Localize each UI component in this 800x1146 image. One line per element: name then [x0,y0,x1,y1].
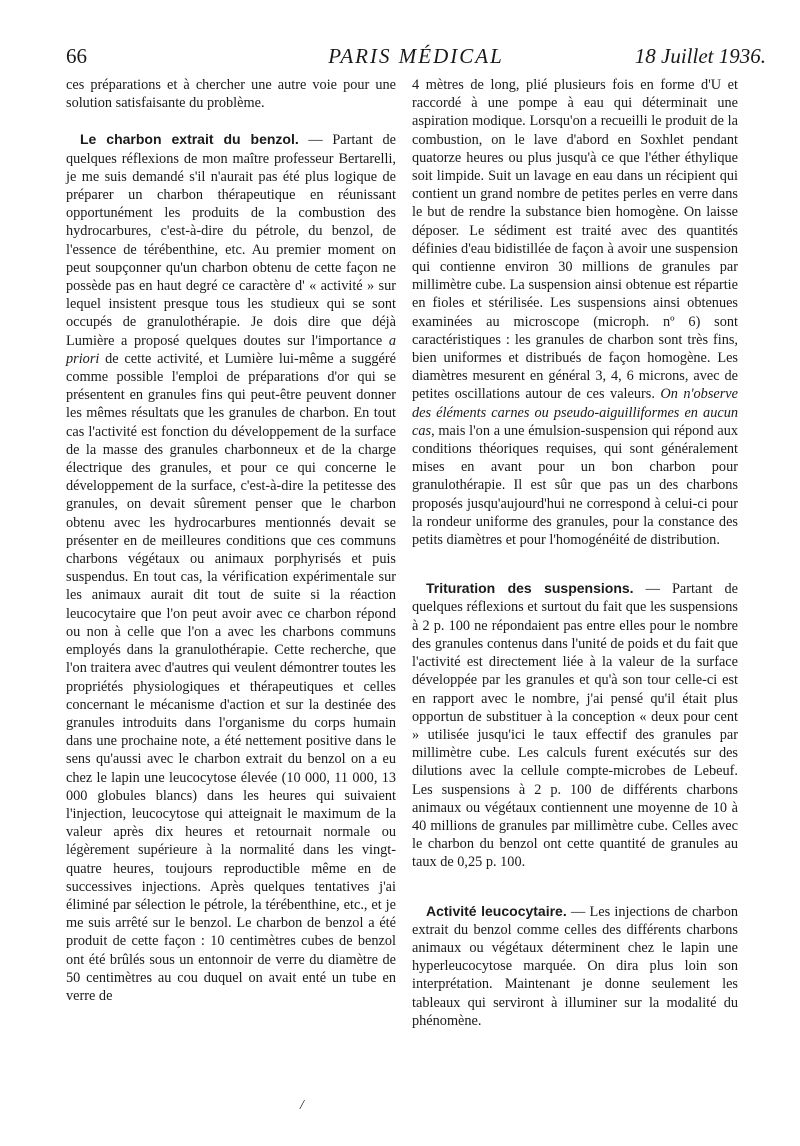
paragraph-text-continued: , mais l'on a une émulsion-suspension qui répond aux conditions théoriques requises, qui sont généralement mises en avant pour un bon charbon pour granulothérapie. Il est sûr que pas un des charbons proposés jusqu'aujourd'hui ne correspond à celui-ci pour la rondeur uniforme des granules, pour la constance des petits diamètres et pour l'homogénéité de distribution. [412,422,738,549]
page-number: 66 [66,44,87,68]
section-title: Trituration des suspensions. [426,580,634,597]
journal-title: PARIS MÉDICAL [328,44,504,68]
section-title: Activité leucocytaire. [426,902,567,919]
italic-observation: On n'observe des éléments carnes ou pseudo-aiguilliformes en aucun cas [412,386,738,439]
right-column [412,76,738,1030]
paragraph-text: 4 mètres de long, plié plusieurs fois en forme d'U et raccordé à une pompe à eau qui déterminait une aspiration modique. Lorsqu'on a recueilli le produit de la combustion, on le lave d'abord en Soxhlet pendant quatorze heures ou plus jusqu'à ce que l'éther éthylique soit limpide. Suit un lavage en eau dans un récipient qui contient un grand nombre de petites perles en verre dans le but de rendre la substance bien homogène. On laisse déposer. Le sédiment est traité avec des quantités définies d'eau bidistillée de façon à avoir une suspension qui contienne environ 30 millions de granules par millimètre cube. La suspension ainsi obtenue est répartie en fioles et stérilisée. Les suspensions ainsi obtenues examinées au microscope (microph. nº 6) sont caractéristiques : les granules de charbon sont très fins, bien uniformes et distribués de façon homogène. Les diamètres mesurent en général 3, 4, 6 microns, avec de petites oscillations autour de ces valeurs. [412,77,738,403]
issue-date: 18 Juillet 1936. [634,44,766,68]
section-trituration [412,579,738,871]
section-text: — Partant de quelques réflexions de mon maître professeur Bertarelli, je me suis demandé s'il n'aurait pas été plus logique de préparer un charbon thérapeutique en réunissant opportunément les produits de la combustion des hydrocarbures, c'est-à-dire du pétrole, du benzol, de l'essence de térébenthine, etc. Au premier moment on peut soupçonner qu'un charbon obtenu de cette façon ne possède pas en haut degré ce caractère d' « activité » sur lequel insistent presque tous les studieux qui se sont occupés de granulothérapie. Je dois dire que déjà Lumière a proposé quelques doutes sur l'importance [66,132,396,349]
method-paragraph [412,76,738,549]
section-text: — Les injections de charbon extrait du benzol comme celles des différents charbons animaux ou végétaux déterminent chez le lapin une hyperleucocytose marquée. On dira plus loin son interprétation. Maintenant je donne seulement les tableaux qui serviront à illuminer sur la modalité du phénomène. [412,903,738,1029]
left-column [66,76,396,1005]
section-title: Le charbon extrait du benzol. [80,131,299,148]
section-text-continued: de cette activité, et Lumière lui-même a suggéré comme possible l'emploi de préparations d'or qui se présentent en granules fins qui peut-être peuvent donner les mêmes résultats que les granules de charbon. En tout cas l'activité est fonction du développement de la surface de la masse des granules charbonneux et de la charge électrique des granules, et pour ce qui concerne le développement de la surface, c'est-à-dire la petitesse des granules, on devait sûrement penser que le charbon obtenu avec les hydrocarbures mentionnés devait se présenter en de meilleures conditions que ces communs charbons végétaux ou animaux porphyrisés et puis suspendus. En tout cas, la vérification expérimentale sur les animaux aurait dit tout de suite si la réaction leucocytaire que l'on peut avoir avec ce charbon répond ou non à celle que l'on a avec les charbons communs employés dans la granulothérapie. Cette recherche, que l'on traitera avec d'autres qui veulent démontrer toutes les propriétés physiologiques et thérapeutiques et celles concernant le mécanisme d'action et sur la destinée des granules introduits dans l'organisme du corps humain dans une prochaine note, a été nettement positive dans le sens qu'aussi avec le charbon extrait du benzol on a eu chez le lapin une leucocytose élevée (10 000, 11 000, 13 000 globules blancs) dans les heures qui suivaient l'injection, leucocytose qui atteignait le maximum de la valeur après dix heures et retournait normale ou légèrement supérieure à la normalité dans les vingt-quatre heures, toujours reproductible même en de successives injections. Après quelques tentatives j'ai éliminé par sélection le pétrole, la térébenthine, etc., et je me suis arrêté sur le benzol. Le charbon de benzol a été produit de cette façon : 10 centimètres cubes de benzol ont été brûlés sous un entonnoir de verre du diamètre de 50 centimètres au cou duquel on avait enté un tube en verre de [66,350,396,1004]
section-text: — Partant de quelques réflexions et surtout du fait que les suspensions à 2 p. 100 ne répondaient pas entre elles pour le nombre des granules contenus dans l'unité de poids et du fait que l'activité est directement liée à la valeur de la surface développée par les granules et qu'à son tour celle-ci est en rapport avec le nombre, j'ai pensé qu'il était plus opportun de substituer à la conception « deux pour cent » utilisée jusqu'ici le taux effectif des granules par millimètre cube. Les calculs furent exécutés sur des dilutions avec la cellule compte-microbes de Lebeuf. Les suspensions à 2 p. 100 de différents charbons animaux ou végétaux contiennent une moyenne de 10 à 40 millions de granules par millimètre cube. Celles avec le charbon du benzol ont cette quantité de granules au taux de 0,25 p. 100. [412,581,739,871]
section-leukocyte-activity [412,902,738,1030]
italic-phrase: a priori [66,332,396,367]
footer-mark: / [300,1098,304,1113]
continued-paragraph: ces préparations et à chercher une autre voie pour une solution satisfaisante du problème. [66,77,396,112]
page-header [66,44,766,74]
section-benzol-charcoal [66,130,396,1005]
